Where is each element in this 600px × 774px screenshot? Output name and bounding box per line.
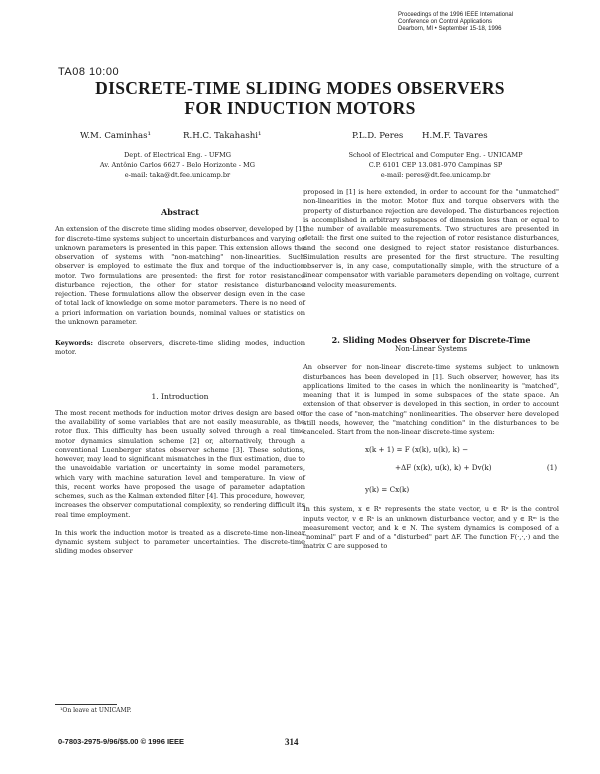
author-2: R.H.C. Takahashi¹ xyxy=(183,131,262,141)
page-number: 314 xyxy=(285,737,299,747)
title-line-1: DISCRETE-TIME SLIDING MODES OBSERVERS xyxy=(95,78,505,98)
section-2-heading: 2. Sliding Modes Observer for Discrete-Time xyxy=(331,334,531,345)
affiliation-left-address: Av. Antônio Carlos 6627 - Belo Horizonte - MG xyxy=(99,161,256,169)
intro-heading: 1. Introduction xyxy=(151,391,209,401)
abstract-text: An extension of the discrete time sliding modes observer, developed by [1] for discrete-time systems subject to uncertain disturbances and varying or unknown parameters is presented in this paper. This extension allows the observation of systems with "non-matching" non-linearities. Such observer is employed to estimate the flux and torque of the induction motor. Two formulations are presented: the first for rotor resistance disturbance rejection, the other for stator resistance disturbance rejection. These formulations allow the observer design even in the case of total lack of knowledge on some motor parameters. There is no need of a priori information on variation bounds, nominal values or statistics on the unknown parameter. xyxy=(55,225,305,326)
equation-number: (1) xyxy=(546,463,557,473)
session-code: TA08 10:00 xyxy=(58,66,120,78)
equation-1-line-1: x(k + 1) = F (x(k), u(k), k) − xyxy=(365,445,469,455)
abstract-heading: Abstract xyxy=(161,207,199,217)
equation-2: y(k) = Cx(k) xyxy=(365,485,410,495)
affiliation-right xyxy=(303,150,568,180)
right-paragraph-3: In this system, x ∈ Rⁿ represents the state vector, u ∈ Rᵖ is the control inputs vector, v ∈ Rˢ is an unknown disturbance vector, and y ∈ Rᵐ is the measurement vector, and k ∈ N. The system dynamics is composed of a "nominal" part F and of a "disturbed" part ΔF. The function F(·,·,·) and the matrix C are supposed to xyxy=(303,505,559,551)
right-paragraph-2: An observer for non-linear discrete-time systems subject to unknown disturbances has been developed in [1]. Such observer, however, has its applications limited to the cases in which the nonlinearity is "matched", meaning that it is lumped in some subspaces of the state space. An extension of that observer is developed in this section, in order to account for the case of "non-matching" nonlinearities. The observer here developed still needs, however, the "matching condition" in the disturbances to be canceled. Start from the non-linear discrete-time system: xyxy=(303,363,559,436)
intro-paragraph-2: In this work the induction motor is treated as a discrete-time non-linear dynamic system subject to parameter uncertainties. The discrete-time sliding modes observer xyxy=(55,528,305,556)
keywords-label: Keywords: xyxy=(55,339,93,347)
affiliation-right-email: e-mail: peres@dt.fee.unicamp.br xyxy=(380,171,491,179)
left-column xyxy=(55,208,305,557)
title-line-2: FOR INDUCTION MOTORS xyxy=(184,98,416,118)
affiliation-right-dept: School of Electrical and Computer Eng. - UNICAMP xyxy=(348,151,523,159)
affiliation-left-dept: Dept. of Electrical Eng. - UFMG xyxy=(124,151,231,159)
author-1: W.M. Caminhas¹ xyxy=(80,131,151,141)
right-paragraph-1: proposed in [1] is here extended, in order to account for the "unmatched" non-linearities in the motor. Motor flux and torque observers with the property of disturbance rejection are developed. The disturbances rejection is accomplished in arbitrary subspaces of dimension less than or equal to the number of available measurements. Two structures are presented in detail: the first one suited to the rejection of rotor resistance disturbances, and the second one designed to reject stator resistance disturbances. Simulation results are presented for the first structure. The resulting observer is, in any case, computationally simple, with the structure of a linear compensator with variable parameters depending on voltage, current and velocity measurements. xyxy=(303,188,559,289)
keywords-text: discrete observers, discrete-time sliding modes, induction motor. xyxy=(55,339,305,357)
footnote: ¹On leave at UNICAMP. xyxy=(60,707,132,714)
affiliation-right-address: C.P. 6101 CEP 13.081-970 Campinas SP xyxy=(368,161,503,169)
author-4: H.M.F. Tavares xyxy=(422,131,488,141)
author-3: P.L.D. Peres xyxy=(352,131,404,141)
intro-paragraph-1: The most recent methods for induction motor drives design are based on the availability of some variables that are not easily measurable, as the rotor flux. This difficulty has been usually solved through a real time motor dynamics simulation scheme [2] or, alternatively, through a conventional Luenberger states observer scheme [3]. These solutions, however, may lead to significant mismatches in the flux estimation, due to the unavoidable variation or uncertainty in some model parameters, which vary with machine saturation level and temperature. In view of this, recent works have proposed the usage of parameter adaptation schemes, such as the Kalman extended filter [4]. This procedure, however, increases the observer computational complexity, so rendering difficult its real time employment. xyxy=(55,408,305,519)
conference-line-3: Dearborn, MI • September 15-18, 1996 xyxy=(398,26,502,32)
copyright-line: 0-7803-2975-9/96/$5.00 © 1996 IEEE xyxy=(58,737,185,746)
equation-1-line-2: +ΔF (x(k), u(k), k) + Dv(k) xyxy=(395,463,492,473)
conference-info xyxy=(398,12,588,33)
conference-line-1: Proceedings of the 1996 IEEE International xyxy=(398,12,514,18)
right-column xyxy=(303,188,559,552)
affiliation-left xyxy=(60,150,295,180)
equation-block xyxy=(303,437,559,499)
conference-line-2: Conference on Control Applications xyxy=(398,19,493,25)
paper-title xyxy=(0,78,600,118)
section-2-subheading: Non-Linear Systems xyxy=(394,345,468,353)
footnote-rule xyxy=(55,704,117,705)
keywords xyxy=(55,339,305,358)
affiliation-left-email: e-mail: taka@dt.fee.unicamp.br xyxy=(124,171,231,179)
